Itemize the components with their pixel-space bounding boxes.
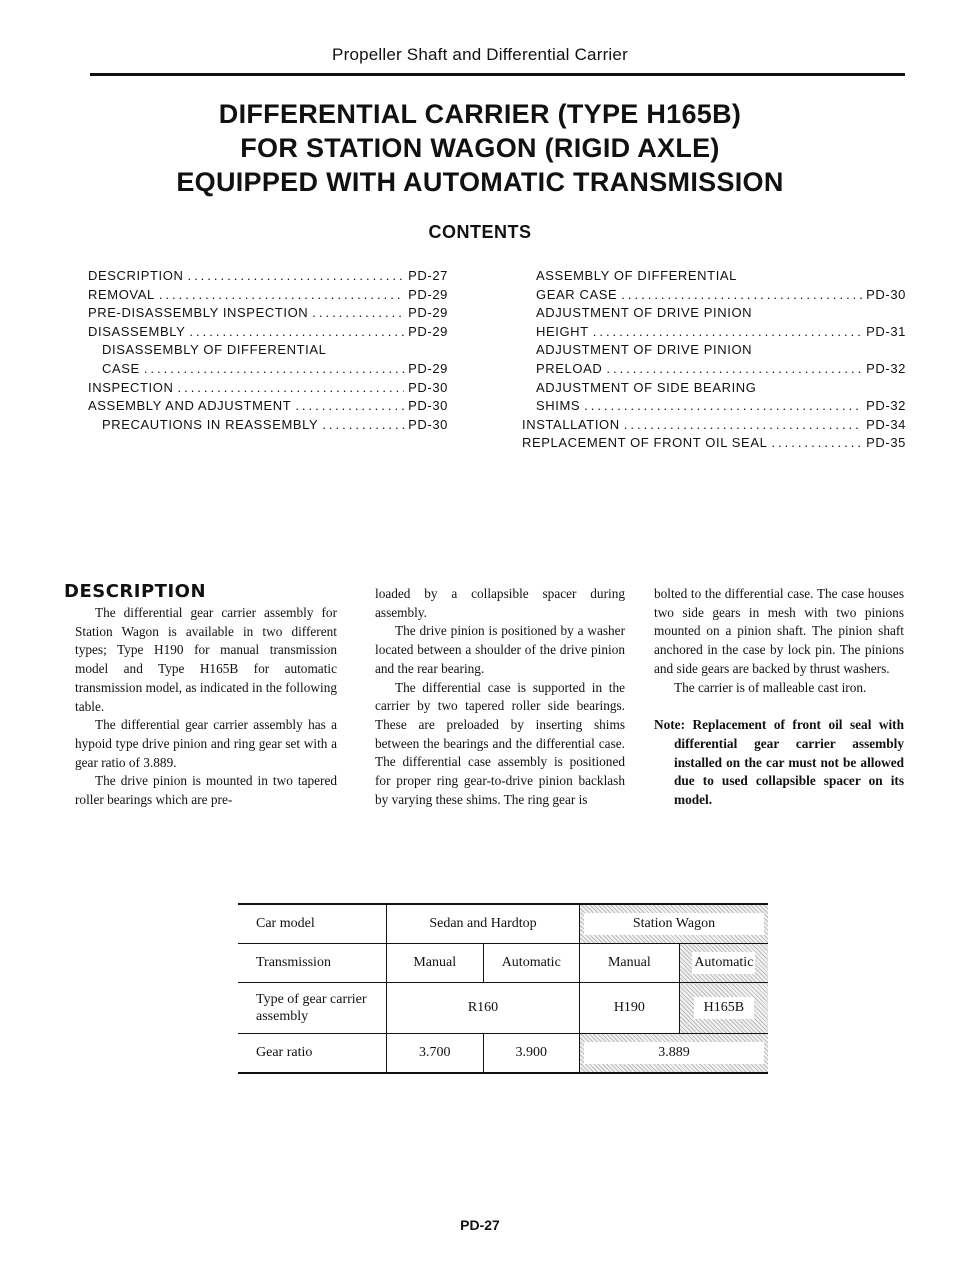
toc-entry[interactable]: HEIGHT ..... PD-31 xyxy=(522,323,906,342)
toc-entry[interactable]: REMOVAL ..... PD-29 xyxy=(88,286,448,305)
title-line-1: DIFFERENTIAL CARRIER (TYPE H165B) xyxy=(218,99,742,129)
title-line-3: EQUIPPED WITH AUTOMATIC TRANSMISSION xyxy=(176,167,784,197)
note xyxy=(654,716,904,810)
paragraph: The carrier is of malleable cast iron. xyxy=(674,679,867,695)
toc-entry[interactable]: PRECAUTIONS IN REASSEMBLY ..... PD-30 xyxy=(88,416,448,435)
toc-entry[interactable]: ASSEMBLY AND ADJUSTMENT ..... PD-30 xyxy=(88,397,448,416)
description-column-3 xyxy=(654,585,904,810)
table-cell: R160 xyxy=(387,983,580,1034)
page-number: PD-27 xyxy=(460,1217,500,1233)
table-cell: 3.900 xyxy=(483,1034,580,1074)
contents-heading: CONTENTS xyxy=(428,222,532,242)
paragraph: The differential gear carrier assembly for Station Wagon is available in two different types; Type H190 for manual transmission model and Type H165B for automatic transmission model, as indicated in the following table. xyxy=(75,605,337,714)
row-header: Car model xyxy=(238,904,387,944)
toc-entry[interactable]: SHIMS ..... PD-32 xyxy=(522,397,906,416)
toc-entry-continued: ADJUSTMENT OF DRIVE PINION xyxy=(536,305,753,321)
table-cell-highlighted: Station Wagon xyxy=(580,904,769,944)
paragraph: loaded by a collapsible spacer during assembly. xyxy=(375,586,625,620)
paragraph: The differential case is supported in the carrier by two tapered roller side bearings. These are preloaded by inserting shims between the bearings and the differential case. The differential case assembly is positioned for proper ring gear-to-drive pinion backlash by varying these shims. The ring gear is xyxy=(375,679,625,807)
title-line-2: FOR STATION WAGON (RIGID AXLE) xyxy=(240,133,720,163)
description-column-1 xyxy=(75,604,337,810)
paragraph: The drive pinion is mounted in two tapered roller bearings which are pre- xyxy=(75,773,337,808)
table-cell: Manual xyxy=(387,944,484,983)
running-head: Propeller Shaft and Differential Carrier xyxy=(332,45,628,64)
toc-entry[interactable]: INSTALLATION ..... PD-34 xyxy=(522,416,906,435)
toc-entry[interactable]: GEAR CASE ..... PD-30 xyxy=(522,286,906,305)
toc-left-column xyxy=(88,267,448,434)
table-cell: 3.700 xyxy=(387,1034,484,1074)
note-text: Replacement of front oil seal with differential gear carrier assembly installed on the car must not be allowed due to used collapsible spacer on its model. xyxy=(674,717,905,808)
row-header: Gear ratio xyxy=(238,1034,387,1074)
toc-entry[interactable]: DESCRIPTION ..... PD-27 xyxy=(88,267,448,286)
row-header: Transmission xyxy=(238,944,387,983)
toc-entry-continued: DISASSEMBLY OF DIFFERENTIAL xyxy=(102,342,327,358)
gear-carrier-spec-table xyxy=(238,903,768,1074)
page-title xyxy=(0,97,960,199)
toc-entry[interactable]: REPLACEMENT OF FRONT OIL SEAL ..... PD-35 xyxy=(522,434,906,453)
toc-entry-continued: ADJUSTMENT OF DRIVE PINION xyxy=(536,342,753,358)
toc-entry[interactable]: PRELOAD ..... PD-32 xyxy=(522,360,906,379)
header-rule xyxy=(90,73,905,76)
table-row xyxy=(238,904,768,944)
table-cell-highlighted: 3.889 xyxy=(580,1034,769,1074)
toc-entry[interactable]: INSPECTION ..... PD-30 xyxy=(88,379,448,398)
table-cell: Manual xyxy=(580,944,680,983)
table-cell-highlighted: H165B xyxy=(679,983,768,1034)
note-label: Note: xyxy=(654,717,686,733)
toc-right-column xyxy=(522,267,906,453)
toc-entry[interactable]: PRE-DISASSEMBLY INSPECTION ..... PD-29 xyxy=(88,304,448,323)
table-row xyxy=(238,983,768,1034)
table-row xyxy=(238,944,768,983)
paragraph: The differential gear carrier assembly has a hypoid type drive pinion and ring gear set with a gear ratio of 3.889. xyxy=(75,717,337,770)
description-heading: DESCRIPTION xyxy=(64,581,207,602)
paragraph: The drive pinion is positioned by a washer located between a shoulder of the drive pinion and the rear bearing. xyxy=(375,623,625,676)
table-cell-highlighted: Automatic xyxy=(679,944,768,983)
table-cell: H190 xyxy=(580,983,680,1034)
toc-entry[interactable]: DISASSEMBLY ..... PD-29 xyxy=(88,323,448,342)
row-header: Type of gear carrier assembly xyxy=(238,983,387,1034)
toc-entry[interactable]: CASE ..... PD-29 xyxy=(88,360,448,379)
table-row xyxy=(238,1034,768,1074)
toc-entry-continued: ASSEMBLY OF DIFFERENTIAL xyxy=(536,268,738,283)
description-column-2 xyxy=(375,585,625,809)
paragraph: bolted to the differential case. The case houses two side gears in mesh with two pinions mounted on a pinion shaft. The pinion shaft anchored in the case by lock pin. The pinions and side gears are backed by thrust washers. xyxy=(654,586,904,676)
toc-entry-continued: ADJUSTMENT OF SIDE BEARING xyxy=(536,379,757,395)
table-cell: Automatic xyxy=(483,944,580,983)
table-cell: Sedan and Hardtop xyxy=(387,904,580,944)
